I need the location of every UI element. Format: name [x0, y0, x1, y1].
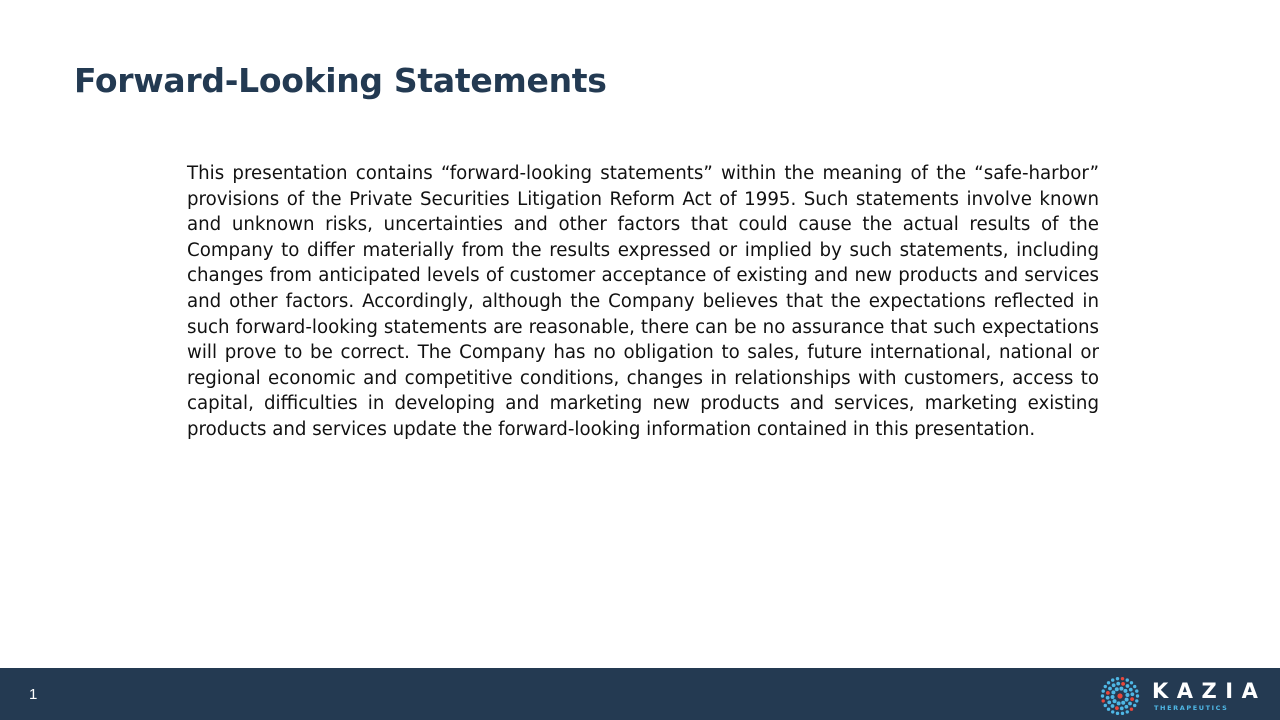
logo-tagline: THERAPEUTICS	[1154, 704, 1229, 712]
slide-title: Forward-Looking Statements	[74, 61, 607, 100]
forward-looking-statement-text: This presentation contains “forward-looking statements” within the meaning of the “safe-harbor” provisions of the Private Securities Litigation Reform Act of 1995. Such statements involve known and unknown risks, uncertainties and other factors that could cause the actual results of the Company to differ materially from the results expressed or implied by such statements, including changes from anticipated levels of customer acceptance of existing and new products and services and other factors. Accordingly, although the Company believes that the expectations reflected in such forward-looking statements are reasonable, there can be no assurance that such expectations will prove to be correct. The Company has no obligation to sales, future international, national or regional economic and competitive conditions, changes in relationships with customers, access to capital, difficulties in developing and marketing new products and services, marketing existing products and services update the forward-looking information contained in this presentation.	[187, 163, 1099, 440]
footer-bar	[0, 668, 1280, 720]
page-number: 1	[29, 686, 38, 703]
kazia-logo	[1100, 676, 1267, 716]
logo-wordmark: KAZIA	[1152, 679, 1267, 703]
kazia-dot-ring-logo-icon	[1100, 676, 1140, 716]
